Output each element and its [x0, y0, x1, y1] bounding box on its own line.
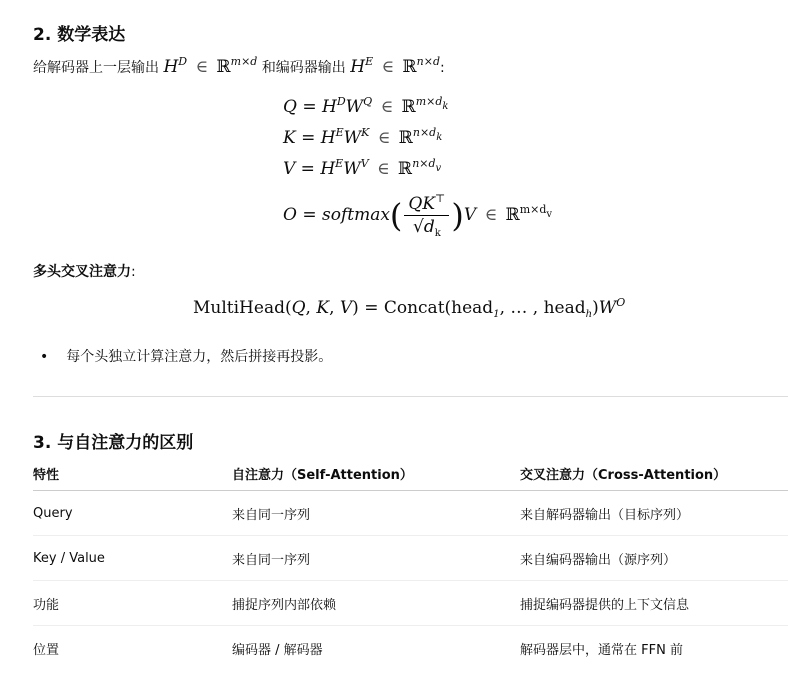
colon: :	[440, 60, 445, 76]
equation-q	[283, 92, 552, 123]
math-token: W	[598, 298, 617, 318]
dim: m×d	[519, 203, 547, 216]
math-token: H	[350, 57, 366, 77]
math-token: D	[336, 95, 346, 108]
equation-block	[283, 92, 552, 243]
cell: 来自同一序列	[232, 536, 520, 581]
section-2-heading: 2. 数学表达	[33, 25, 126, 45]
math-token: =	[296, 97, 322, 117]
cell: 编码器 / 解码器	[232, 642, 323, 658]
cell: 来自解码器输出（目标序列）	[520, 491, 788, 536]
math-token: h	[585, 309, 593, 320]
math-token: ,	[305, 298, 317, 318]
col-header: 特性	[33, 456, 232, 491]
math-token: 1	[493, 309, 500, 320]
math-token: H	[320, 159, 336, 179]
table-row	[33, 581, 788, 626]
transpose: ⊤	[435, 192, 446, 205]
col-header: 自注意力（Self-Attention）	[232, 456, 520, 491]
in-op: ∈	[479, 205, 503, 225]
comparison-table	[33, 456, 788, 670]
math-token: E	[335, 126, 344, 139]
section-3-heading: 3. 与自注意力的区别	[33, 433, 194, 453]
intro-text: 和编码器输出	[261, 60, 346, 76]
math-token: ℝ	[402, 57, 417, 77]
table-header-row	[33, 456, 788, 491]
math-token: H	[163, 57, 179, 77]
math-token: m×dk	[415, 95, 449, 112]
math-token: n×dk	[412, 126, 443, 143]
math-token: =	[295, 159, 321, 179]
divider	[33, 396, 788, 397]
equation-k	[283, 123, 552, 154]
numerator: QK	[408, 194, 436, 214]
multihead-label	[33, 261, 136, 281]
math-token: ,	[329, 298, 340, 318]
cell: 来自同一序列	[232, 491, 520, 536]
math-he	[350, 57, 440, 77]
math-token: ∈	[190, 57, 214, 77]
math-token: Q	[291, 298, 306, 318]
reals: ℝ	[505, 205, 520, 225]
math-token: MultiHead(	[193, 298, 292, 318]
cell: Query	[33, 491, 232, 536]
intro-text: 给解码器上一层输出	[33, 60, 159, 76]
bullet-text: 每个头独立计算注意力，然后拼接再投影。	[66, 349, 333, 365]
label: 多头交叉注意力	[33, 264, 131, 280]
den-sub: k	[434, 228, 441, 239]
math-token: D	[178, 55, 188, 68]
denominator: √d	[413, 217, 435, 237]
table-row	[33, 626, 788, 671]
math-token: =	[295, 128, 321, 148]
math-token: Q	[283, 97, 297, 117]
math-token: V	[339, 298, 353, 318]
softmax-lhs: O = softmax	[283, 205, 390, 225]
cell: 功能	[33, 581, 232, 626]
math-token: W	[343, 159, 361, 179]
table-row	[33, 491, 788, 536]
math-token: ∈	[375, 97, 399, 117]
math-token: n×dv	[412, 157, 442, 174]
cell: 解码器层中，通常在 FFN 前	[520, 642, 683, 658]
math-subscript: k	[436, 132, 443, 143]
equation-v	[283, 154, 552, 185]
math-token: H	[322, 97, 337, 117]
v: V	[463, 205, 477, 225]
math-token: ℝ	[401, 97, 416, 117]
math-token: H	[320, 128, 336, 148]
math-token: K	[361, 126, 370, 139]
equation-multihead	[193, 298, 625, 318]
cell: Key / Value	[33, 536, 232, 581]
math-token: n×d	[416, 55, 441, 68]
colon: :	[131, 264, 136, 280]
cell: 位置	[33, 642, 60, 658]
math-token: V	[360, 157, 369, 170]
table-row	[33, 536, 788, 581]
math-token: E	[335, 157, 344, 170]
math-token: K	[283, 128, 296, 148]
math-token: O	[616, 296, 626, 309]
math-token: E	[365, 55, 374, 68]
math-token: , … , head	[499, 298, 586, 318]
math-subscript: v	[435, 163, 442, 174]
math-token: ℝ	[398, 159, 413, 179]
math-token: ℝ	[216, 57, 231, 77]
cell: 捕捉序列内部依赖	[232, 581, 520, 626]
math-subscript: k	[442, 101, 449, 112]
math-token: Q	[363, 95, 373, 108]
cell: 来自编码器输出（源序列）	[520, 536, 788, 581]
math-hd	[163, 57, 257, 77]
math-token: ∈	[371, 159, 396, 179]
math-token: ∈	[376, 57, 400, 77]
math-token: V	[283, 159, 296, 179]
intro-paragraph	[33, 56, 445, 79]
math-token: )	[592, 298, 599, 318]
col-header: 交叉注意力（Cross-Attention）	[520, 456, 788, 491]
bullet-item: • 每个头独立计算注意力，然后拼接再投影。	[40, 349, 333, 365]
math-token: ∈	[372, 128, 396, 148]
math-token: W	[343, 128, 362, 148]
equation-o: O = softmax( $\frac{QK^⊤}{√d_k}$ )V ∈ ℝ$^{m\times d_v}$	[283, 192, 553, 239]
fraction	[404, 193, 449, 238]
math-token: m×d	[230, 55, 258, 68]
math-token: ) = Concat(head	[352, 298, 494, 318]
math-token: W	[345, 97, 364, 117]
cell: 捕捉编码器提供的上下文信息	[520, 581, 788, 626]
math-token: ℝ	[398, 128, 413, 148]
math-token: K	[316, 298, 330, 318]
dim-sub: v	[546, 209, 553, 220]
